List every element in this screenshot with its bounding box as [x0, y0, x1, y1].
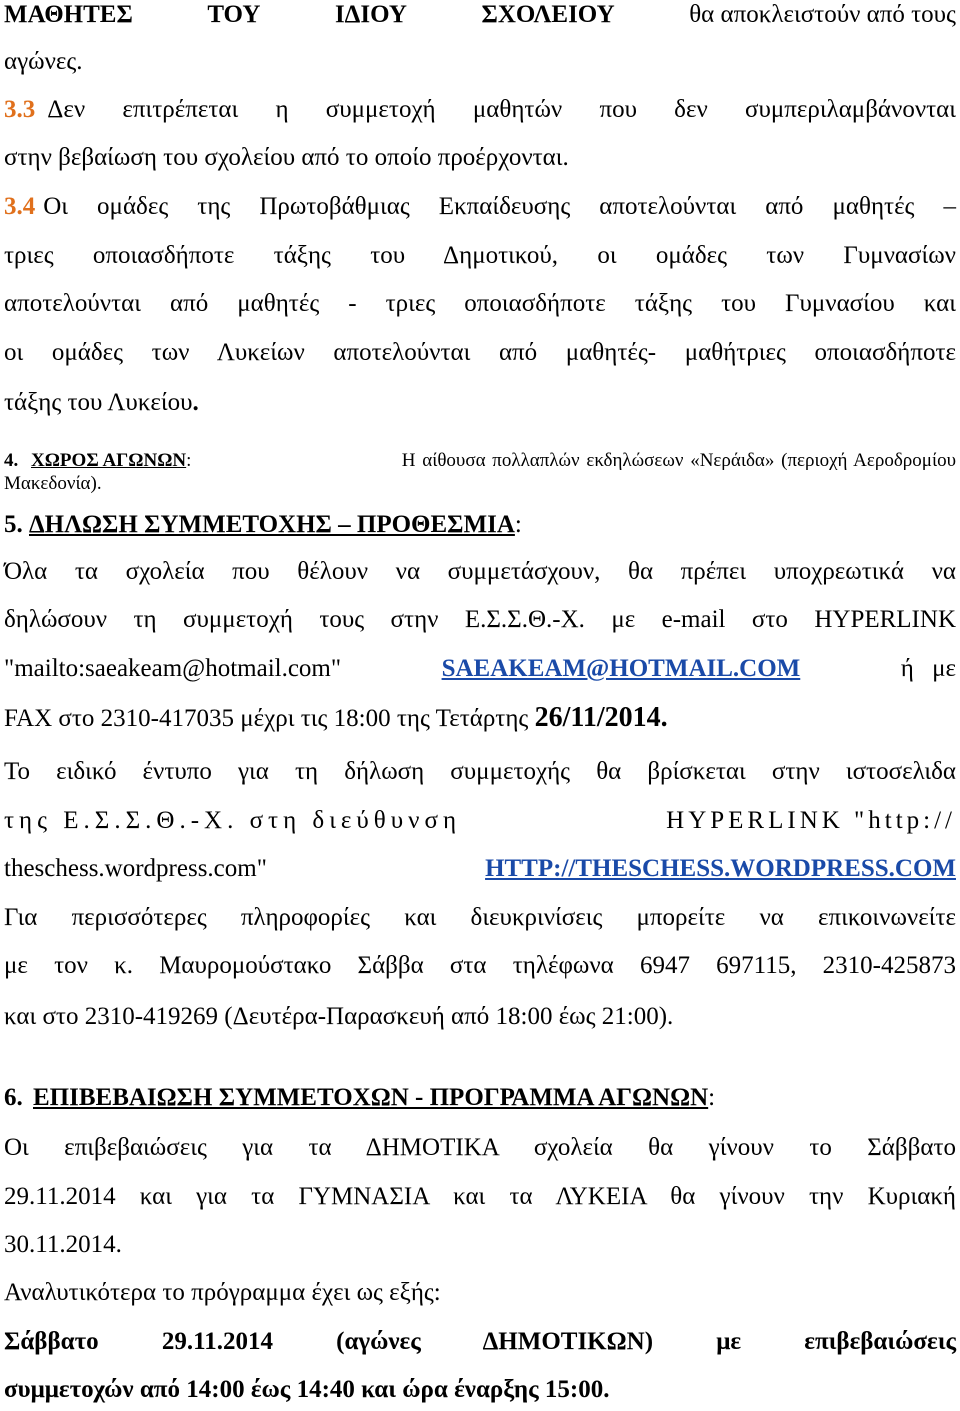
section-number: 6.	[4, 1084, 23, 1111]
hyperlink-text: HYPERLINK "http://	[666, 807, 956, 834]
website-link[interactable]: HTTP://THESCHESS.WORDPRESS.COM	[485, 855, 956, 882]
para-line: 29.11.2014 και για τα ΓΥΜΝΑΣΙΑ και τα ΛΥΚΕΙΑ θα γίνουν την Κυριακή	[4, 1183, 956, 1210]
website-intro: της Ε.Σ.Σ.Θ.-Χ. στη διεύθυνση	[4, 807, 462, 834]
para-line: 30.11.2014.	[4, 1231, 122, 1258]
para-line: Σάββατο 29.11.2014 (αγώνες ΔΗΜΟΤΙΚΩΝ) με επιβεβαιώσεις	[4, 1328, 956, 1355]
para-line	[4, 388, 956, 418]
text-school: ΣΧΟΛΕΙΟΥ	[481, 1, 615, 28]
section-4-line	[4, 449, 956, 473]
para-line	[4, 654, 956, 684]
para-line: Οι επιβεβαιώσεις για τα ΔΗΜΟΤΙΚΑ σχολεία θα γίνουν το Σάββατο	[4, 1134, 956, 1161]
item-number: 3.3	[4, 96, 36, 123]
para-line	[4, 703, 956, 734]
section-title: ΕΠΙΒΕΒΑΙΩΣΗ ΣΥΜΜΕΤΟΧΩΝ - ΠΡΟΓΡΑΜΜΑ ΑΓΩΝΩΝ	[33, 1084, 709, 1111]
section-number: 4.	[4, 450, 19, 471]
para-line: Αναλυτικότερα το πρόγραμμα έχει ως εξής:	[4, 1279, 441, 1306]
venue-text-cont: Μακεδονία).	[4, 473, 102, 494]
para-line: και στο 2310-419269 (Δευτέρα-Παρασκευή από 18:00 έως 21:00).	[4, 1003, 674, 1030]
para-line	[4, 854, 956, 884]
email-link[interactable]: SAEAKEAM@HOTMAIL.COM	[441, 655, 801, 682]
or-with-text: ή με	[900, 655, 956, 682]
fax-text: FAX στο 2310-417035 μέχρι τις 18:00 της Τετάρτης	[4, 705, 529, 732]
venue-text: Η αίθουσα πολλαπλών εκδηλώσεων «Νεράιδα» (περιοχή Αεροδρομίου	[401, 450, 956, 471]
text-same: ΙΔΙΟΥ	[334, 1, 407, 28]
website-raw: theschess.wordpress.com"	[4, 855, 267, 882]
para-line: Για περισσότερες πληροφορίες και διευκρινίσεις μπορείτε να επικοινωνείτε	[4, 904, 956, 931]
para-line: Όλα τα σχολεία που θέλουν να συμμετάσχουν, θα πρέπει υποχρεωτικά να	[4, 558, 956, 585]
item-number: 3.4	[4, 193, 36, 220]
para-line	[4, 95, 956, 125]
item-text: Δεν επιτρέπεται η συμμετοχή μαθητών που δεν συμπεριλαμβάνονται	[47, 96, 956, 123]
section-number: 5.	[4, 511, 23, 538]
para-line: αγώνες.	[4, 48, 83, 75]
item-text: Οι ομάδες της Πρωτοβάθμιας Εκπαίδευσης αποτελούνται από μαθητές –	[43, 193, 956, 220]
section-colon: :	[514, 511, 522, 538]
para-line: στην βεβαίωση του σχολείου από το οποίο προέρχονται.	[4, 144, 569, 171]
section-colon: :	[186, 450, 192, 471]
text-lyceum: τάξης του Λυκείου	[4, 389, 193, 416]
para-line	[4, 0, 956, 30]
section-5-heading	[4, 510, 956, 540]
para-line: δηλώσουν τη συμμετοχή τους στην Ε.Σ.Σ.Θ.-Χ. με e-mail στο HYPERLINK	[4, 606, 956, 633]
section-title: ΧΩΡΟΣ ΑΓΩΝΩΝ	[31, 450, 187, 471]
text-of: ΤΟΥ	[207, 1, 261, 28]
para-line	[4, 806, 956, 836]
text-excluded: θα αποκλειστούν από τους	[689, 1, 956, 28]
para-line: οι ομάδες των Λυκείων αποτελούνται από μαθητές- μαθήτριες οποιασδήποτε	[4, 339, 956, 366]
para-line: αποτελούνται από μαθητές - τριες οποιασδήποτε τάξης του Γυμνασίου και	[4, 290, 956, 317]
para-line	[4, 192, 956, 222]
para-line: Το ειδικό έντυπο για τη δήλωση συμμετοχής θα βρίσκεται στην ιστοσελιδα	[4, 758, 956, 785]
para-line: με τον κ. Μαυρομούστακο Σάββα στα τηλέφωνα 6947 697115, 2310-425873	[4, 952, 956, 979]
para-line: συμμετοχών από 14:00 έως 14:40 και ώρα έναρξης 15:00.	[4, 1376, 610, 1403]
section-title: ΔΗΛΩΣΗ ΣΥΜΜΕΤΟΧΗΣ – ΠΡΟΘΕΣΜΙΑ	[29, 511, 515, 538]
text-dot: .	[192, 389, 199, 416]
mailto-text: "mailto:saeakeam@hotmail.com"	[4, 655, 342, 682]
deadline-date: 26/11/2014.	[534, 702, 668, 733]
section-colon: :	[708, 1084, 716, 1111]
section-6-heading	[4, 1083, 956, 1113]
para-line: τριες οποιασδήποτε τάξης του Δημοτικού, οι ομάδες των Γυμνασίων	[4, 242, 956, 269]
text-students: ΜΑΘΗΤΕΣ	[4, 1, 133, 28]
